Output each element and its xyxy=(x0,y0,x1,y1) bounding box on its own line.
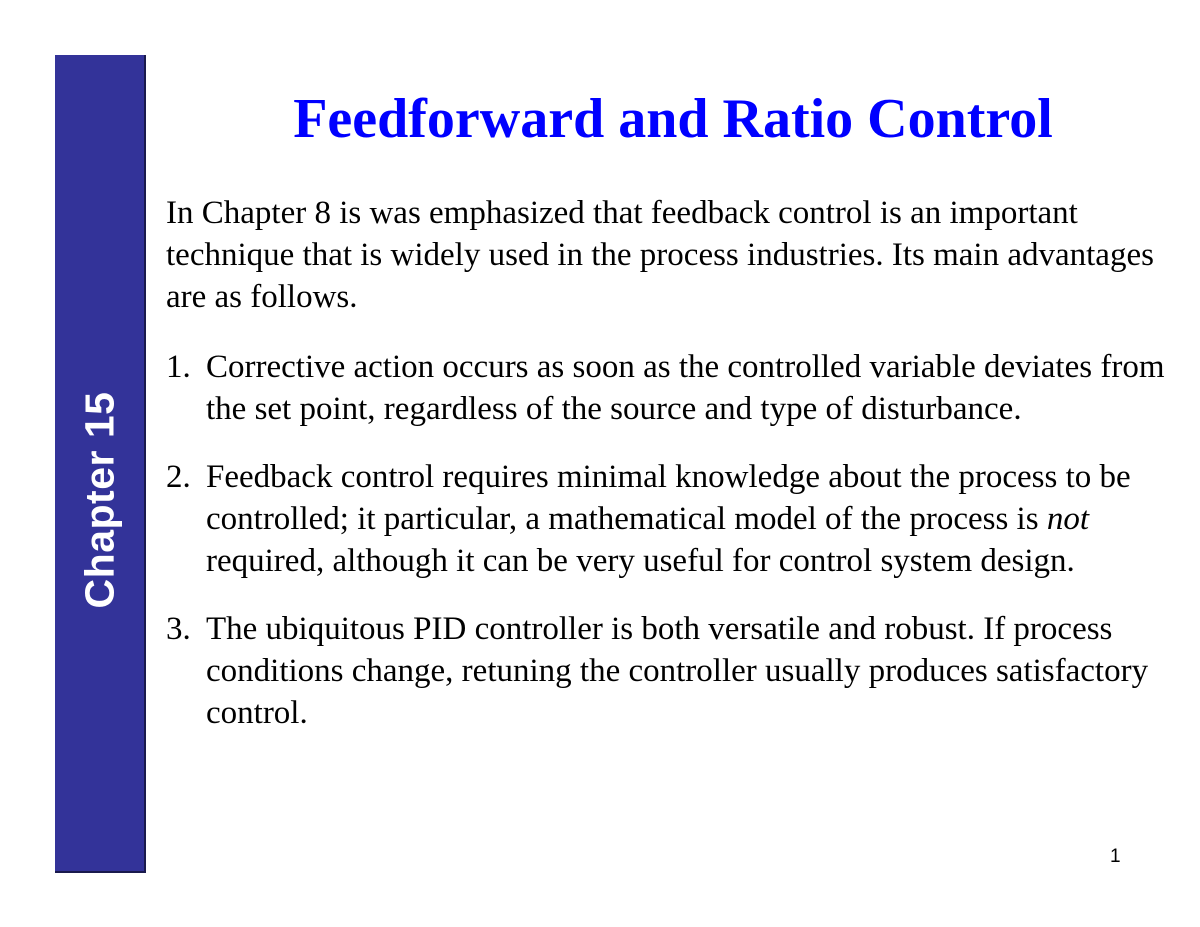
list-item xyxy=(166,608,1176,734)
list-item-text: Corrective action occurs as soon as the controlled variable deviates from the set point, regardless of the source and type of disturbance. xyxy=(206,349,1165,427)
list-item-emphasis: not xyxy=(1046,501,1089,537)
list-item-number: 3. xyxy=(166,611,191,647)
chapter-label: Chapter 15 xyxy=(76,391,123,609)
list-item-text xyxy=(206,459,1131,579)
list-item-text-before: Feedback control requires minimal knowledge about the process to be controlled; it particular, a mathematical model of the process is xyxy=(206,459,1131,537)
advantages-list xyxy=(166,346,1176,760)
list-item-number: 1. xyxy=(166,349,191,385)
intro-paragraph: In Chapter 8 is was emphasized that feedback control is an important technique that is widely used in the process industries. Its main advantages are as follows. xyxy=(166,195,1154,315)
page-number: 1 xyxy=(1110,846,1121,867)
list-item xyxy=(166,456,1176,582)
list-item xyxy=(166,346,1176,430)
list-item-text-after: required, although it can be very useful for control system design. xyxy=(206,543,1075,579)
list-item-text: The ubiquitous PID controller is both versatile and robust. If process conditions change, retuning the controller usually produces satisfactory control. xyxy=(206,611,1149,731)
slide-title: Feedforward and Ratio Control xyxy=(293,88,1053,150)
chapter-sidebar xyxy=(55,55,146,873)
list-item-number: 2. xyxy=(166,459,191,495)
